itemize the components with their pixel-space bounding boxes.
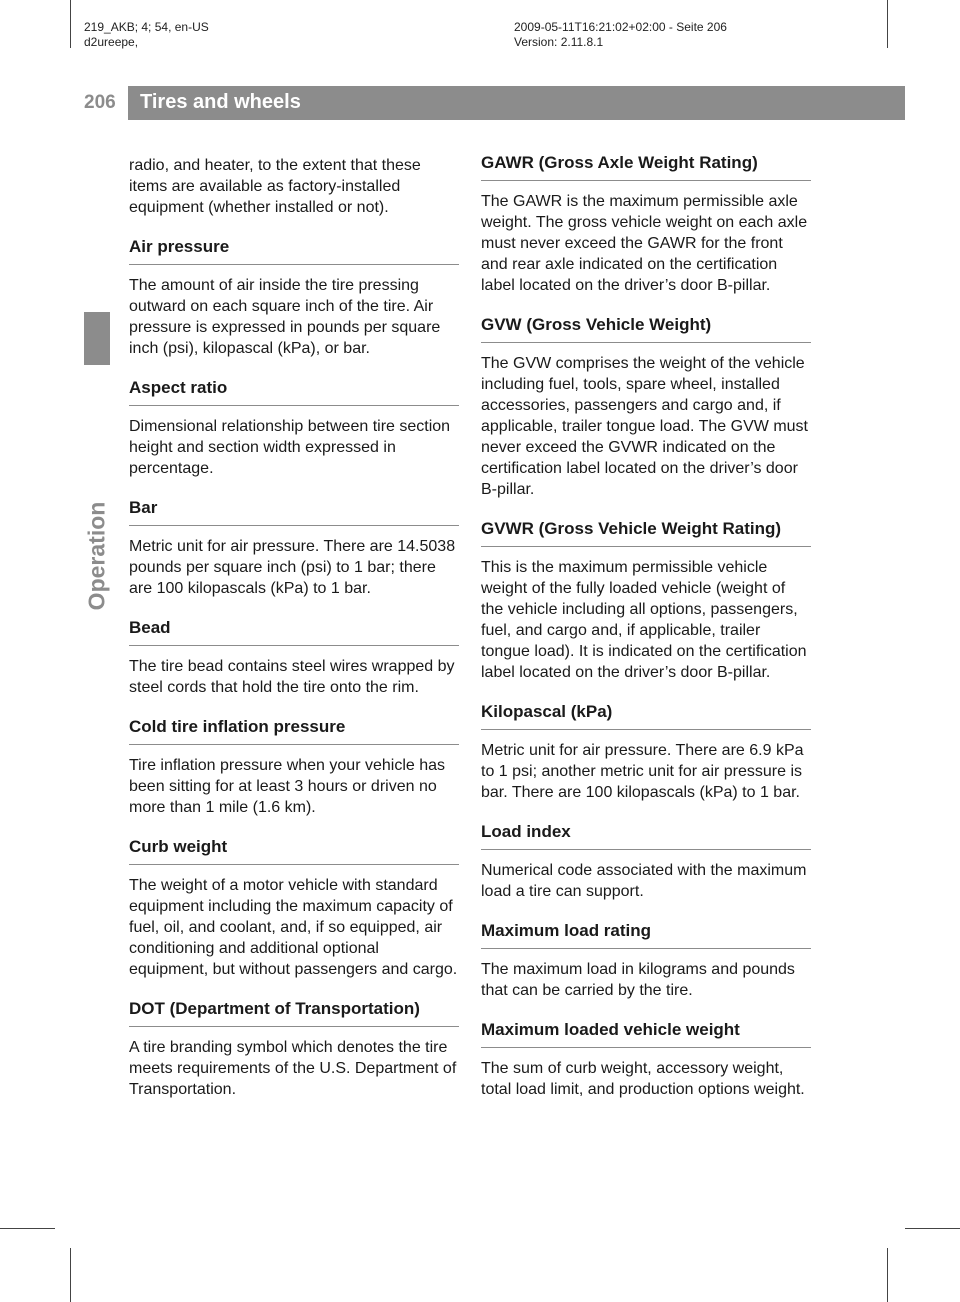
section-bar (129, 497, 459, 599)
side-tab-label: Operation (83, 501, 110, 611)
section-body: Metric unit for air pressure. There are 14.5038 pounds per square inch (psi) to 1 bar; there are 100 kilopascals (kPa) to 1 bar. (129, 538, 456, 597)
print-meta-right (514, 20, 727, 50)
section-heading: GVW (Gross Vehicle Weight) (481, 314, 811, 343)
section-maximum-loaded-vehicle-weight (481, 1019, 811, 1100)
right-column (481, 152, 811, 1100)
crop-mark-bottom-left-h (0, 1228, 55, 1229)
section-body: This is the maximum permissible vehicle weight of the fully loaded vehicle (weight of the vehicle including all options, passengers, fuel, and cargo and, if applicable, trailer tongue load). It is indicated on the certification label located on the driver’s door B-pillar. (481, 559, 807, 681)
section-body: The tire bead contains steel wires wrapped by steel cords that hold the tire onto the rim. (129, 658, 455, 696)
section-heading: Maximum loaded vehicle weight (481, 1019, 811, 1048)
section-aspect-ratio (129, 377, 459, 479)
section-heading: Curb weight (129, 836, 459, 865)
section-body: The GAWR is the maximum permissible axle weight. The gross vehicle weight on each axle must never exceed the GAWR for the front and rear axle indicated on the certification label located on the driver’s door B-pillar. (481, 193, 808, 294)
side-tab (84, 476, 110, 636)
section-body: The weight of a motor vehicle with standard equipment including the maximum capacity of fuel, oil, and coolant, and, if so equipped, air conditioning and additional optional equipment, but without passengers and cargo. (129, 877, 458, 978)
section-heading: Bar (129, 497, 459, 526)
section-heading: Kilopascal (kPa) (481, 701, 811, 730)
lead-paragraph: radio, and heater, to the extent that these items are available as factory-installed equipment (whether installed or not). (129, 157, 421, 216)
section-heading: Air pressure (129, 236, 459, 265)
section-body: The maximum load in kilograms and pounds that can be carried by the tire. (481, 961, 795, 999)
print-meta-left (84, 20, 209, 50)
section-heading: Load index (481, 821, 811, 850)
crop-mark-bottom-left-v (70, 1248, 71, 1302)
section-body: Numerical code associated with the maximum load a tire can support. (481, 862, 807, 900)
page-number: 206 (84, 92, 116, 113)
section-kilopascal (481, 701, 811, 803)
section-gvw (481, 314, 811, 500)
crop-mark-top-left (70, 0, 71, 48)
section-heading: Cold tire inflation pressure (129, 716, 459, 745)
section-body: Metric unit for air pressure. There are 6.9 kPa to 1 psi; another metric unit for air pressure is bar. There are 100 kilopascals (kPa) to 1 bar. (481, 742, 804, 801)
section-body: A tire branding symbol which denotes the tire meets requirements of the U.S. Department of Transportation. (129, 1039, 457, 1098)
section-heading: Bead (129, 617, 459, 646)
section-body: Dimensional relationship between tire section height and section width expressed in percentage. (129, 418, 451, 477)
section-curb-weight (129, 836, 459, 980)
section-maximum-load-rating (481, 920, 811, 1001)
section-gvwr (481, 518, 811, 683)
section-heading: DOT (Department of Transportation) (129, 998, 459, 1027)
section-air-pressure (129, 236, 459, 359)
section-heading: Aspect ratio (129, 377, 459, 406)
crop-mark-top-right (887, 0, 888, 48)
page-title: Tires and wheels (140, 91, 301, 113)
section-heading: GAWR (Gross Axle Weight Rating) (481, 152, 811, 181)
print-meta-right-line1: 2009-05-11T16:21:02+02:00 - Seite 206 (514, 20, 727, 34)
section-cold-tire-inflation-pressure (129, 716, 459, 818)
crop-mark-bottom-right-v (887, 1248, 888, 1302)
section-heading: GVWR (Gross Vehicle Weight Rating) (481, 518, 811, 547)
section-body: The amount of air inside the tire pressing outward on each square inch of the tire. Air pressure is expressed in pounds per square inch (psi), kilopascal (kPa), or bar. (129, 277, 441, 357)
print-meta-right-line2: Version: 2.11.8.1 (514, 35, 604, 49)
print-meta-left-line1: 219_AKB; 4; 54, en-US (84, 20, 209, 34)
side-tab-block (84, 312, 110, 365)
section-bead (129, 617, 459, 698)
section-load-index (481, 821, 811, 902)
section-body: The sum of curb weight, accessory weight, total load limit, and production options weight. (481, 1060, 805, 1098)
section-heading: Maximum load rating (481, 920, 811, 949)
section-body: Tire inflation pressure when your vehicle has been sitting for at least 3 hours or driven no more than 1 mile (1.6 km). (129, 757, 446, 816)
section-gawr (481, 152, 811, 296)
print-meta-left-line2: d2ureepe, (84, 35, 139, 49)
left-column (129, 152, 459, 1100)
crop-mark-bottom-right-h (905, 1228, 960, 1229)
section-body: The GVW comprises the weight of the vehicle including fuel, tools, spare wheel, installed accessories, passengers and cargo and, if applicable, trailer tongue load. The GVW must never exceed the GVWR indicated on the certification label located on the driver’s door B-pillar. (481, 355, 808, 498)
section-dot (129, 998, 459, 1100)
